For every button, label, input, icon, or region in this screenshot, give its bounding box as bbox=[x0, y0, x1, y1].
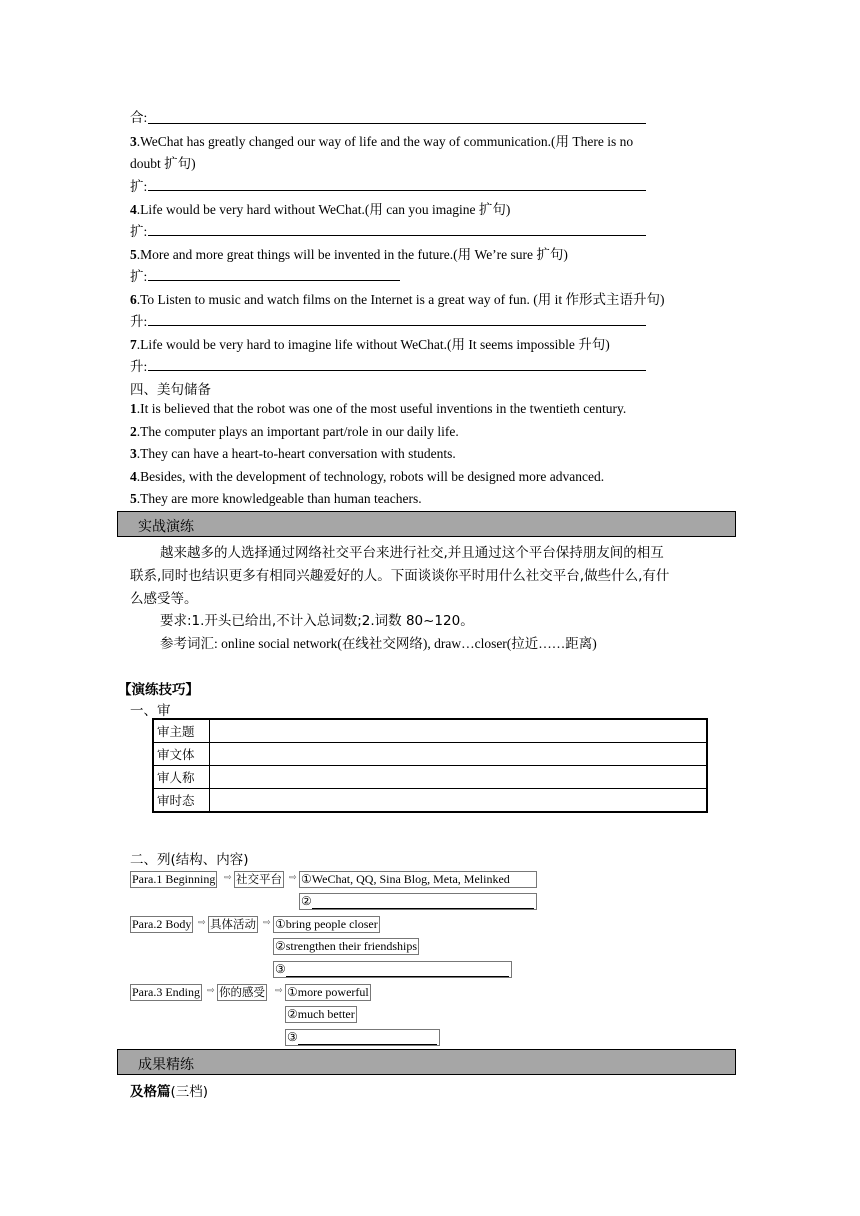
table-row bbox=[153, 743, 707, 766]
requirement: 要求:1.开头已给出,不计入总词数;2.词数 80~120。 bbox=[160, 613, 474, 629]
answer-line[interactable] bbox=[148, 325, 646, 326]
exercise-4: 4.Life would be very hard without WeChat.(用 can you imagine 扩句) bbox=[130, 202, 511, 217]
para2-item-3[interactable]: ③ bbox=[273, 961, 512, 978]
arrow-icon: ⇨ bbox=[289, 873, 297, 883]
skills-sub-2: 二、列(结构、内容) bbox=[130, 852, 249, 868]
table-row bbox=[153, 789, 707, 813]
table-row bbox=[153, 766, 707, 789]
kuo-label: 扩: bbox=[130, 224, 148, 239]
exercise-3-cont: doubt 扩句) bbox=[130, 156, 196, 171]
review-table bbox=[152, 718, 708, 813]
he-label: 合: bbox=[130, 110, 148, 125]
practice-band: 实战演练 bbox=[117, 511, 736, 537]
arrow-icon: ⇨ bbox=[198, 918, 206, 928]
para1-item-1: ①WeChat, QQ, Sina Blog, Meta, Melinked bbox=[299, 871, 537, 888]
answer-line[interactable] bbox=[148, 235, 646, 236]
exercise-6: 6.To Listen to music and watch films on the Internet is a great way of fun. (用 it 作形式主语升句) bbox=[130, 292, 665, 307]
reference-vocab: 参考词汇: online social network(在线社交网络), draw…closer(拉近……距离) bbox=[160, 636, 597, 651]
pass-level-heading: 及格篇(三档) bbox=[130, 1084, 209, 1100]
skills-sub-1: 一、审 bbox=[130, 703, 171, 719]
para2-topic-box: 具体活动 bbox=[210, 917, 256, 931]
para1-topic-box: 社交平台 bbox=[236, 872, 282, 886]
answer-line[interactable] bbox=[148, 370, 646, 371]
para3-box: Para.3 Ending bbox=[132, 985, 200, 999]
para2-item-2: ②strengthen their friendships bbox=[275, 939, 418, 953]
sentence-2: 2.The computer plays an important part/role in our daily life. bbox=[130, 424, 459, 439]
prompt-line-2: 联系,同时也结识更多有相同兴趣爱好的人。下面谈谈你平时用什么社交平台,做些什么,有什 bbox=[130, 568, 670, 584]
skills-heading: 【演练技巧】 bbox=[118, 682, 199, 698]
answer-line[interactable] bbox=[148, 280, 400, 281]
arrow-icon: ⇨ bbox=[224, 873, 232, 883]
exercise-5: 5.More and more great things will be invented in the future.(用 We’re sure 扩句) bbox=[130, 247, 568, 262]
exercise-7: 7.Life would be very hard to imagine life without WeChat.(用 It seems impossible 升句) bbox=[130, 337, 610, 352]
kuo-label: 扩: bbox=[130, 179, 148, 194]
para1-box: Para.1 Beginning bbox=[132, 872, 216, 886]
row-input[interactable] bbox=[210, 766, 708, 789]
result-band: 成果精练 bbox=[117, 1049, 736, 1075]
arrow-icon: ⇨ bbox=[275, 986, 283, 996]
exercise-3: 3.WeChat has greatly changed our way of life and the way of communication.(用 There is no bbox=[130, 134, 634, 149]
answer-line[interactable] bbox=[148, 190, 646, 191]
row-input[interactable] bbox=[210, 789, 708, 813]
prompt-line-1: 越来越多的人选择通过网络社交平台来进行社交,并且通过这个平台保持朋友间的相互 bbox=[160, 545, 664, 561]
para2-box: Para.2 Body bbox=[132, 917, 192, 931]
sentence-1: 1.It is believed that the robot was one of the most useful inventions in the twentieth century. bbox=[130, 401, 627, 416]
section-4-heading: 四、美句储备 bbox=[130, 382, 211, 398]
sentence-5: 5.They are more knowledgeable than human teachers. bbox=[130, 491, 422, 506]
arrow-icon: ⇨ bbox=[263, 918, 271, 928]
sentence-3: 3.They can have a heart-to-heart conversation with students. bbox=[130, 446, 456, 461]
row-label: 审人称 bbox=[153, 766, 210, 789]
table-row bbox=[153, 719, 707, 743]
row-input[interactable] bbox=[210, 743, 708, 766]
para3-topic-box: 你的感受 bbox=[219, 985, 265, 999]
answer-line[interactable] bbox=[148, 123, 646, 124]
prompt-line-3: 么感受等。 bbox=[130, 591, 198, 607]
para3-item-3[interactable]: ③ bbox=[285, 1029, 440, 1046]
sentence-4: 4.Besides, with the development of technology, robots will be designed more advanced. bbox=[130, 469, 605, 484]
para1-item-2[interactable]: ② bbox=[299, 893, 537, 910]
para3-item-1: ①more powerful bbox=[287, 985, 369, 999]
para2-item-1: ①bring people closer bbox=[275, 917, 378, 931]
kuo-label: 扩: bbox=[130, 269, 148, 284]
sheng-label: 升: bbox=[130, 314, 148, 329]
arrow-icon: ⇨ bbox=[207, 986, 215, 996]
row-label: 审文体 bbox=[153, 743, 210, 766]
row-input[interactable] bbox=[210, 719, 708, 743]
row-label: 审时态 bbox=[153, 789, 210, 813]
sheng-label: 升: bbox=[130, 359, 148, 374]
row-label: 审主题 bbox=[153, 719, 210, 743]
para3-item-2: ②much better bbox=[287, 1007, 355, 1021]
